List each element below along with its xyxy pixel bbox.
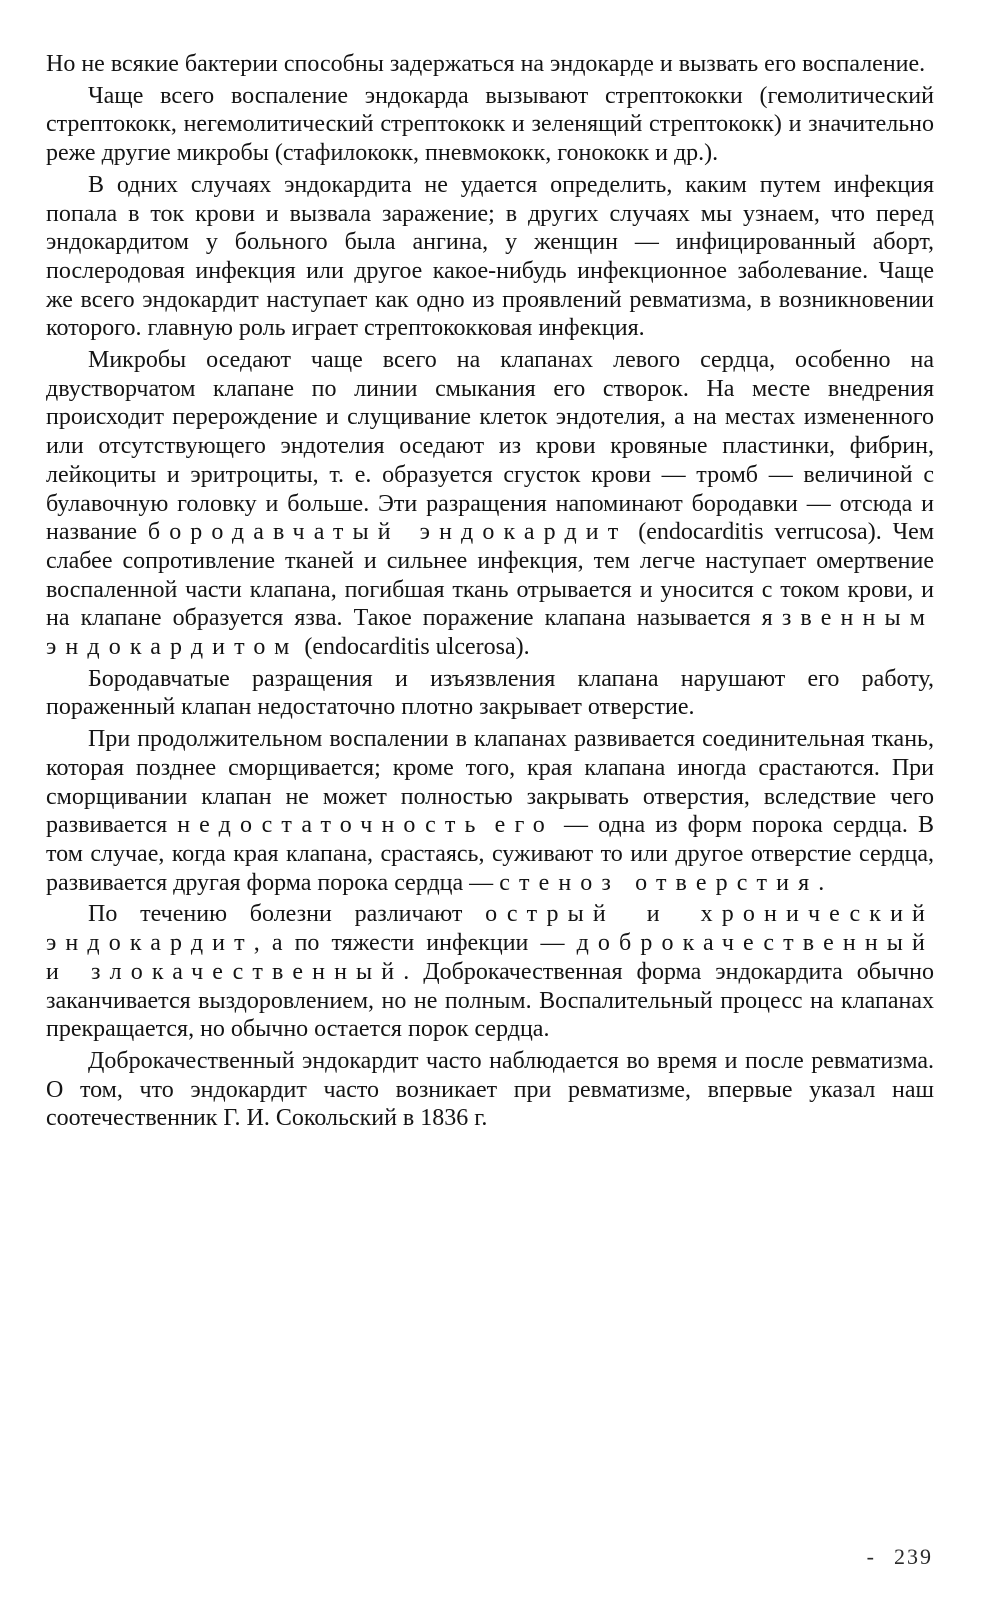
spaced-term: острый и хронический эндокардит (46, 901, 934, 957)
text-run: . (818, 869, 825, 896)
paragraph (46, 725, 934, 897)
text-run: (endocarditis ulcerosa). (298, 634, 530, 661)
text-run: По течению болезни различают (88, 901, 486, 928)
text-run: , а по тяжести инфекции — (253, 930, 577, 957)
paragraph (46, 1047, 934, 1133)
text-run: (endocarditis verrucosa). Чем слабее сопротивление тканей и сильнее инфекция, тем легче наступает омертвение воспаленной части клапана, погибшая ткань отрывается и уносится с током крови, и на клапане образуется язва. Такое поражение клапана называется (46, 519, 935, 632)
text-run (485, 812, 495, 838)
text-run: Микробы оседают чаще всего на клапанах левого сердца, особенно на двустворчатом клапане по линии смыкания его створок. На месте внедрения происходит перерождение и слущивание клеток эндотелия, а на местах измененного или отсутствующего эндотелия оседают из крови кровяные пластинки, фибрин, лейкоциты и эритроциты, т. е. образуется сгусток крови — тромб — величиной с булавочную головку и больше. Эти разращения напоминают бородавки — отсюда и название (46, 347, 934, 546)
text-run: Но не всякие бактерии способны задержаться на эндокарде и вызвать его воспаление. (46, 51, 926, 77)
body-text (46, 50, 934, 1136)
page-number (867, 1544, 933, 1570)
spaced-term: доброкачественный и злокачественный (46, 930, 934, 985)
spaced-term: стеноз отверстия (499, 869, 819, 896)
text-run: В одних случаях эндокардита не удается определить, каким путем инфекция попала в ток крови и вызвала заражение; в других случаях мы узнаем, что перед эндокардитом у больного была ангина, у женщин — инфицированный аборт, послеродовая инфекция или другое какое-нибудь инфекционное заболевание. Чаще же всего эндокардит наступает как одно из проявлений ревматизма, в возникновении которого. главную роль играет стрептококковая инфекция. (46, 171, 934, 342)
text-run: — одна из форм порока сердца. В том случае, когда края клапана, срастаясь, суживают то или другое отверстие сердца, развивается другая форма порока сердца — (46, 812, 934, 896)
folio-number: 239 (894, 1544, 933, 1569)
spaced-term: недостаточность (177, 812, 485, 839)
text-run: При продолжительном воспалении в клапанах развивается соединительная ткань, которая позднее сморщивается; кроме того, края клапана иногда срастаются. При сморщивании клапан не может полностью закрывать отверстия, вследствие чего развивается (46, 726, 934, 839)
text-run: Доброкачественный эндокардит часто наблюдается во время и после ревматизма. О том, что эндокардит часто возникает при ревматизме, впервые указал наш соотечественник Г. И. Сокольский в 1836 г. (46, 1047, 934, 1132)
paragraph (46, 346, 934, 662)
paragraph (46, 50, 934, 79)
text-run: Бородавчатые разращения и изъязвления клапана нарушают его работу, пораженный клапан недостаточно плотно закрывает отверстие. (46, 665, 934, 721)
paragraph (46, 665, 934, 722)
spaced-term: бородавчатый эндокардит (147, 519, 628, 546)
paragraph (46, 900, 934, 1044)
folio-dash: - (866, 1544, 876, 1569)
paragraph (46, 171, 934, 343)
spaced-term: его (494, 812, 554, 839)
paragraph (46, 82, 934, 168)
spaced-term: язвенным эндокардитом (46, 605, 934, 661)
text-run: Чаще всего воспаление эндокарда вызывают стрептококки (гемолитический стрептококк, негемолитический стрептококк и зеленящий стрептококк) и значительно реже другие микробы (стафилококк, пневмококк, гонококк и др.). (46, 82, 934, 167)
text-run: . Доброкачественная форма эндокардита обычно заканчивается выздоровлением, но не полным. Воспалительный процесс на клапанах прекращается, но обычно остается порок сердца. (46, 958, 934, 1043)
